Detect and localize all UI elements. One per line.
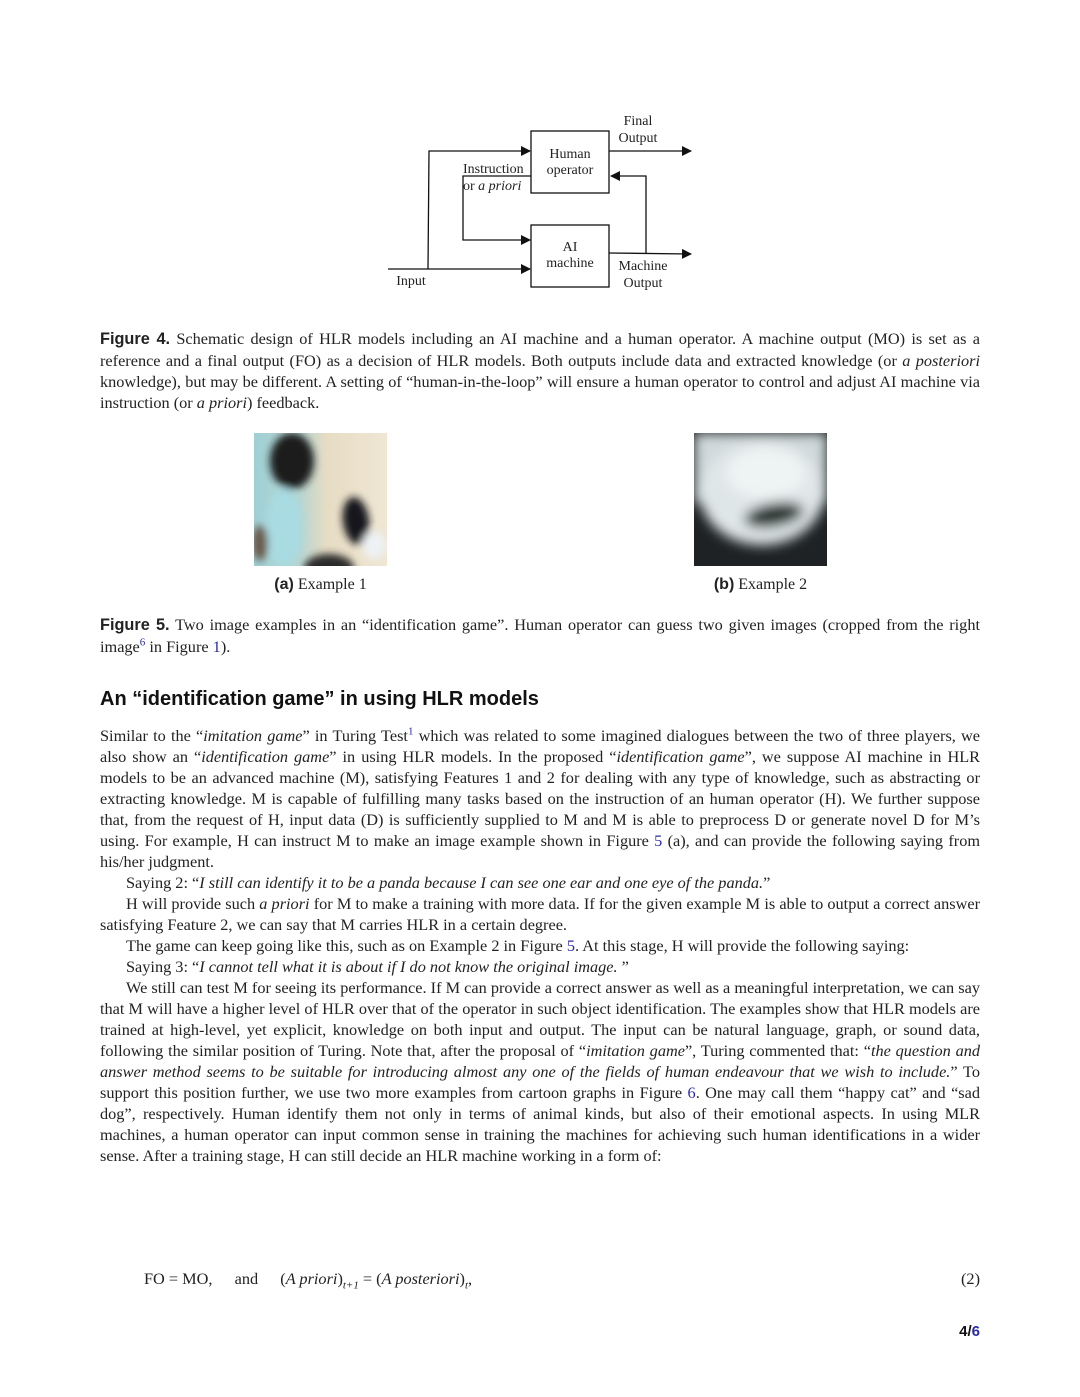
svg-text:Human: Human — [549, 147, 591, 162]
panda-image-example-2 — [694, 433, 827, 566]
svg-text:Instruction: Instruction — [463, 162, 524, 177]
svg-text:Machine: Machine — [618, 259, 668, 274]
svg-text:Output: Output — [623, 276, 663, 291]
figure-5-label: Figure 5. — [100, 616, 170, 634]
figure-5a-caption: (a) Example 1 — [274, 576, 367, 593]
equation-number: (2) — [961, 1269, 980, 1288]
page-total-link[interactable]: 6 — [971, 1323, 980, 1340]
figure-5a — [254, 433, 387, 594]
svg-text:operator: operator — [546, 163, 594, 178]
figure-5b — [694, 433, 827, 594]
equation-lhs: FO = MO, — [144, 1269, 213, 1288]
figure-6-link[interactable]: 6 — [687, 1083, 696, 1102]
figure-1-link[interactable]: 1 — [212, 637, 221, 656]
equation-and: and — [234, 1269, 259, 1288]
svg-text:Input: Input — [396, 274, 426, 289]
section-body — [100, 725, 980, 1166]
figure-5b-caption: (b) Example 2 — [713, 576, 808, 593]
saying-2: Saying 2: “I still can identify it to be a panda because I can see one ear and one eye of the panda.” — [126, 873, 771, 892]
human-operator-box — [531, 131, 609, 193]
page-number: 4/6 — [959, 1323, 980, 1340]
paragraph-3: The game can keep going like this, such as on Example 2 in Figure 5. At this stage, H will provide the following saying: — [126, 936, 910, 955]
citation-ref-1[interactable]: 1 — [407, 725, 414, 738]
panda-image-example-1 — [254, 433, 387, 566]
figure-5-link[interactable]: 5 — [654, 831, 663, 850]
figure-5-caption: Figure 5. Two image examples in an “identification game”. Human operator can guess two given images (cropped from the right image$^6$ in Figure 1). — [100, 615, 980, 656]
saying-3: Saying 3: “I cannot tell what it is about if I do not know the original image. ” — [126, 957, 629, 976]
figure-5-link[interactable]: 5 — [566, 936, 575, 955]
figure-4-diagram — [380, 105, 710, 305]
svg-text:machine: machine — [546, 256, 594, 271]
svg-text:or a priori: or a priori — [463, 179, 522, 194]
svg-text:Output: Output — [618, 131, 658, 146]
figure-4-caption: Figure 4. Schematic design of HLR models including an AI machine and a human operator. A machine output (MO) is set as a reference and a final output (FO) as a decision of HLR models. Both outputs include data and extracted knowledge (or a posteriori knowledge), but may be different. A setting of “human-in-the-loop” will ensure a human operator to control and adjust AI machine via instruction (or a priori) feedback. — [100, 329, 980, 412]
paragraph-1: Similar to the “imitation game” in Turing Test$^1$ which was related to some imagined dialogues between the two of three players, we also show an “identification game” in using HLR models. In the proposed “identification game”, we suppose AI machine in HLR models to be an advanced machine (M), satisfying Features 1 and 2 for dealing with any type of knowledge, such as abstracting or extracting knowledge. M is capable of fulfilling many tasks based on the instruction of an human operator (H). We further suppose that, from the request of H, input data (D) is sufficiently supplied to M and M is able to preprocess D or generate novel D for M’s using. For example, H can instruct M to make an image example shown in Figure 5 (a), and can provide the following saying from his/her judgment. — [100, 725, 981, 871]
paragraph-2: H will provide such a priori for M to make a training with more data. If for the given example M is able to output a correct answer satisfying Feature 2, we can say that M carries HLR in a certain degree. — [100, 894, 980, 934]
equation-2 — [144, 1269, 980, 1291]
paragraph-4: We still can test M for seeing its performance. If M can provide a correct answer as well as a meaningful interpretation, we can say that M will have a higher level of HLR over that of the operator in such object identification. The examples show that HLR models are trained at high-level, yet explicit, knowledge on both input and output. The input can be natural language, graph, or sound data, following the similar position of Turing. Note that, after the proposal of “imitation game”, Turing commented that: “the question and answer method seems to be suitable for introducing almost any one of the fields of human endeavour that we wish to include.” To support this position further, we use two more examples from cartoon graphs in Figure 6. One may call them “happy cat” and “sad dog”, respectively. Human identify them not only in terms of animal kinds, but also of their emotional aspects. In using MLR machines, a human operator can input common sense in training the machines for achieving such human identifications in a wider sense. After a training stage, H can still decide an HLR machine working in a form of: — [100, 978, 981, 1165]
section-heading: An “identification game” in using HLR models — [100, 688, 539, 710]
equation-rhs: (A $priori)_{t+1} = (A$ $posteriori)_t$, — [280, 1269, 473, 1292]
svg-text:AI: AI — [562, 240, 578, 255]
svg-text:Final: Final — [623, 114, 653, 129]
footnote-ref-6[interactable]: 6 — [139, 636, 146, 649]
figure-4-label: Figure 4. — [100, 330, 171, 348]
